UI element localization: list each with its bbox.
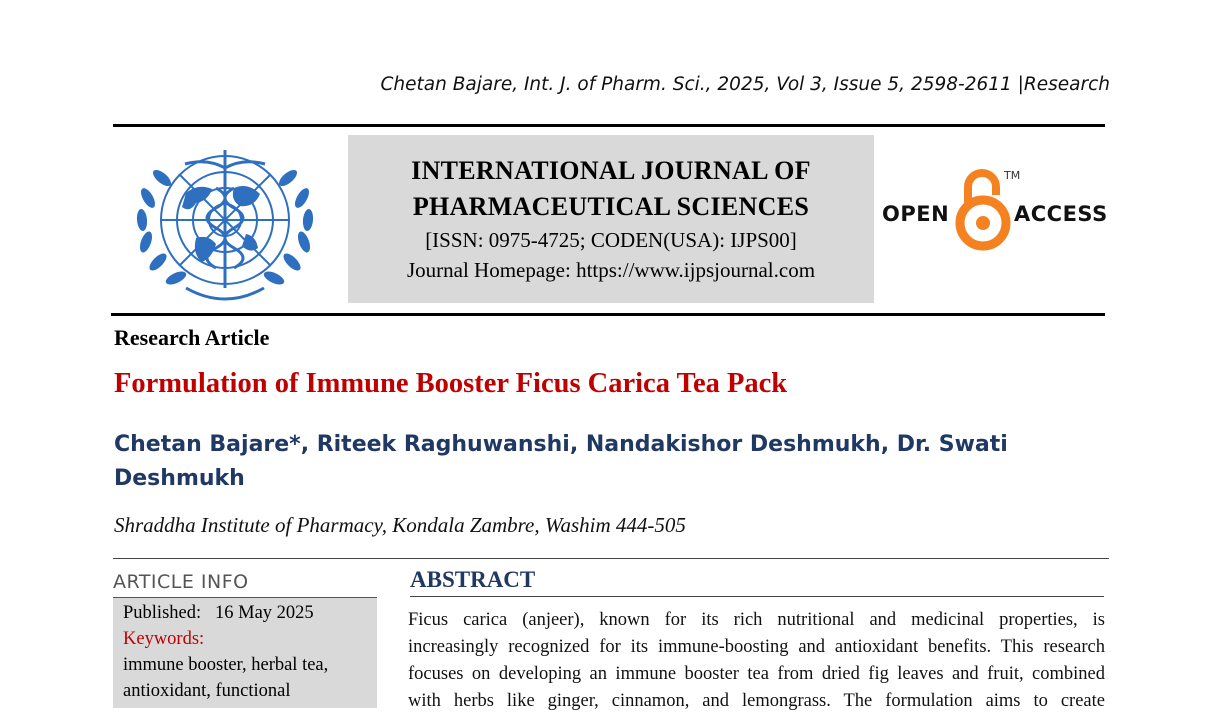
journal-emblem-icon xyxy=(126,138,324,308)
affiliation: Shraddha Institute of Pharmacy, Kondala Zambre, Washim 444-505 xyxy=(114,513,686,537)
keywords-line-1: immune booster, herbal tea, xyxy=(123,655,329,675)
header-rule-top xyxy=(113,124,1105,127)
abstract-line-1: Ficus carica (anjeer), known for its rich nutritional and medicinal properties, is xyxy=(408,610,1105,630)
trademark-mark: TM xyxy=(1004,169,1021,182)
open-access-word-open: OPEN xyxy=(882,202,950,226)
journal-homepage: Journal Homepage: https://www.ijpsjournal.com xyxy=(406,258,816,282)
keywords-label: Keywords: xyxy=(123,629,205,649)
author-line-2: Deshmukh xyxy=(114,466,245,491)
keywords-line-2: antioxidant, functional xyxy=(123,681,291,701)
header-rule-bottom xyxy=(111,313,1105,316)
paper-title: Formulation of Immune Booster Ficus Carica Tea Pack xyxy=(114,368,788,399)
journal-issn: [ISSN: 0975-4725; CODEN(USA): IJPS00] xyxy=(425,228,797,252)
abstract-line-2: increasingly recognized for its immune-boosting and antioxidant benefits. This research xyxy=(408,637,1105,657)
abstract-underline xyxy=(410,596,1104,597)
journal-title-box xyxy=(348,135,874,303)
abstract-line-4: with herbs like ginger, cinnamon, and lemongrass. The formulation aims to create xyxy=(408,691,1105,711)
abstract-heading: ABSTRACT xyxy=(410,567,536,592)
open-access-logo xyxy=(880,165,1110,255)
published-row xyxy=(123,600,377,626)
article-type: Research Article xyxy=(114,325,270,350)
citation-header: Chetan Bajare, Int. J. of Pharm. Sci., 2025, Vol 3, Issue 5, 2598-2611 |Research xyxy=(380,74,1110,95)
open-access-word-access: ACCESS xyxy=(1014,202,1108,226)
published-label: Published: xyxy=(123,603,202,623)
author-list xyxy=(114,428,1034,496)
abstract-line-3: focuses on developing an immune booster tea from dried fig leaves and fruit, combined xyxy=(408,664,1105,684)
section-divider xyxy=(113,558,1109,559)
journal-title-line1: INTERNATIONAL JOURNAL OF xyxy=(411,156,811,185)
abstract-text xyxy=(408,607,1105,715)
article-info-heading: ARTICLE INFO xyxy=(113,571,249,593)
published-date: 16 May 2025 xyxy=(215,603,314,623)
journal-title-line2: PHARMACEUTICAL SCIENCES xyxy=(412,192,810,221)
article-info-box xyxy=(113,598,377,708)
author-line-1: Chetan Bajare*, Riteek Raghuwanshi, Nandakishor Deshmukh, Dr. Swati xyxy=(114,432,1008,457)
